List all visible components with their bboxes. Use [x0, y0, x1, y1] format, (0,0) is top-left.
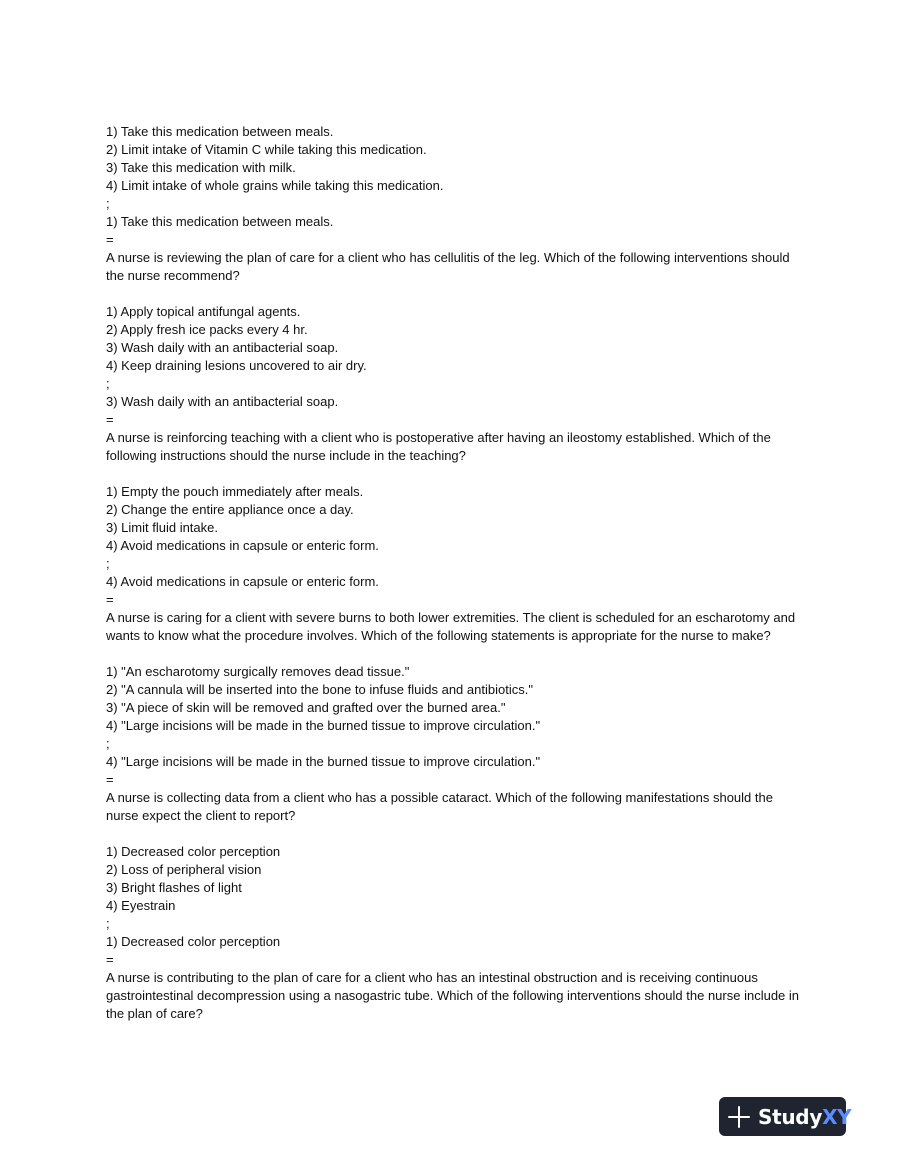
brand-main: Study — [758, 1104, 823, 1129]
question-text: A nurse is collecting data from a client who has a possible cataract. Which of the following manifestations should the nurse expect the client to report? — [106, 790, 773, 823]
blank-line — [106, 465, 806, 483]
text-line: = — [106, 772, 114, 787]
text-line: ; — [106, 196, 110, 211]
text-line: 4) "Large incisions will be made in the burned tissue to improve circulation." — [106, 754, 541, 769]
text-line: 3) Wash daily with an antibacterial soap. — [106, 394, 339, 409]
question-text: A nurse is reviewing the plan of care for a client who has cellulitis of the leg. Which of the following interventions should the nurse recommend? — [106, 250, 790, 283]
text-line: ; — [106, 736, 110, 751]
text-line: 2) Apply fresh ice packs every 4 hr. — [106, 322, 308, 337]
text-line: 1) Apply topical antifungal agents. — [106, 304, 301, 319]
blank-line — [106, 285, 806, 303]
text-line: 4) Avoid medications in capsule or enteric form. — [106, 538, 379, 553]
text-line: ; — [106, 916, 110, 931]
text-line: 4) Keep draining lesions uncovered to air dry. — [106, 358, 367, 373]
text-line: 3) Take this medication with milk. — [106, 160, 296, 175]
text-line: 1) "An escharotomy surgically removes dead tissue." — [106, 664, 410, 679]
text-line: 4) Eyestrain — [106, 898, 176, 913]
brand-accent: XY — [822, 1104, 852, 1129]
text-line: 2) Limit intake of Vitamin C while taking this medication. — [106, 142, 427, 157]
studyxy-watermark — [719, 1097, 852, 1136]
text-line: 1) Take this medication between meals. — [106, 214, 334, 229]
text-line: 2) Change the entire appliance once a day. — [106, 502, 354, 517]
text-line: 3) Bright flashes of light — [106, 880, 242, 895]
text-line: ; — [106, 376, 110, 391]
question-text: A nurse is contributing to the plan of care for a client who has an intestinal obstruction and is receiving continuous gastrointestinal decompression using a nasogastric tube. Which of the following interventions should the nurse include in the plan of care? — [106, 970, 800, 1021]
plus-icon — [727, 1105, 751, 1129]
text-line: = — [106, 232, 114, 247]
text-line: 3) Limit fluid intake. — [106, 520, 218, 535]
text-line: = — [106, 952, 114, 967]
text-line: 4) "Large incisions will be made in the burned tissue to improve circulation." — [106, 718, 541, 733]
text-line: 1) Decreased color perception — [106, 934, 281, 949]
text-line: 4) Avoid medications in capsule or enteric form. — [106, 574, 379, 589]
text-line: 3) Wash daily with an antibacterial soap. — [106, 340, 339, 355]
text-line: 1) Decreased color perception — [106, 844, 281, 859]
brand-logo-text — [758, 1104, 852, 1129]
question-text: A nurse is caring for a client with severe burns to both lower extremities. The client is scheduled for an escharotomy and wants to know what the procedure involves. Which of the following statements is appropriate for the nurse to make? — [106, 610, 796, 643]
text-line: = — [106, 412, 114, 427]
blank-line — [106, 645, 806, 663]
text-line: 2) Loss of peripheral vision — [106, 862, 262, 877]
text-line: ; — [106, 556, 110, 571]
blank-line — [106, 825, 806, 843]
text-line: 1) Take this medication between meals. — [106, 124, 334, 139]
text-line: 1) Empty the pouch immediately after meals. — [106, 484, 364, 499]
text-line: 2) "A cannula will be inserted into the bone to infuse fluids and antibiotics." — [106, 682, 533, 697]
text-line: = — [106, 592, 114, 607]
text-line: 3) "A piece of skin will be removed and grafted over the burned area." — [106, 700, 506, 715]
question-text: A nurse is reinforcing teaching with a client who is postoperative after having an ileostomy established. Which of the following instructions should the nurse include in the teaching? — [106, 430, 771, 463]
document-body — [106, 123, 806, 1023]
text-line: 4) Limit intake of whole grains while taking this medication. — [106, 178, 444, 193]
